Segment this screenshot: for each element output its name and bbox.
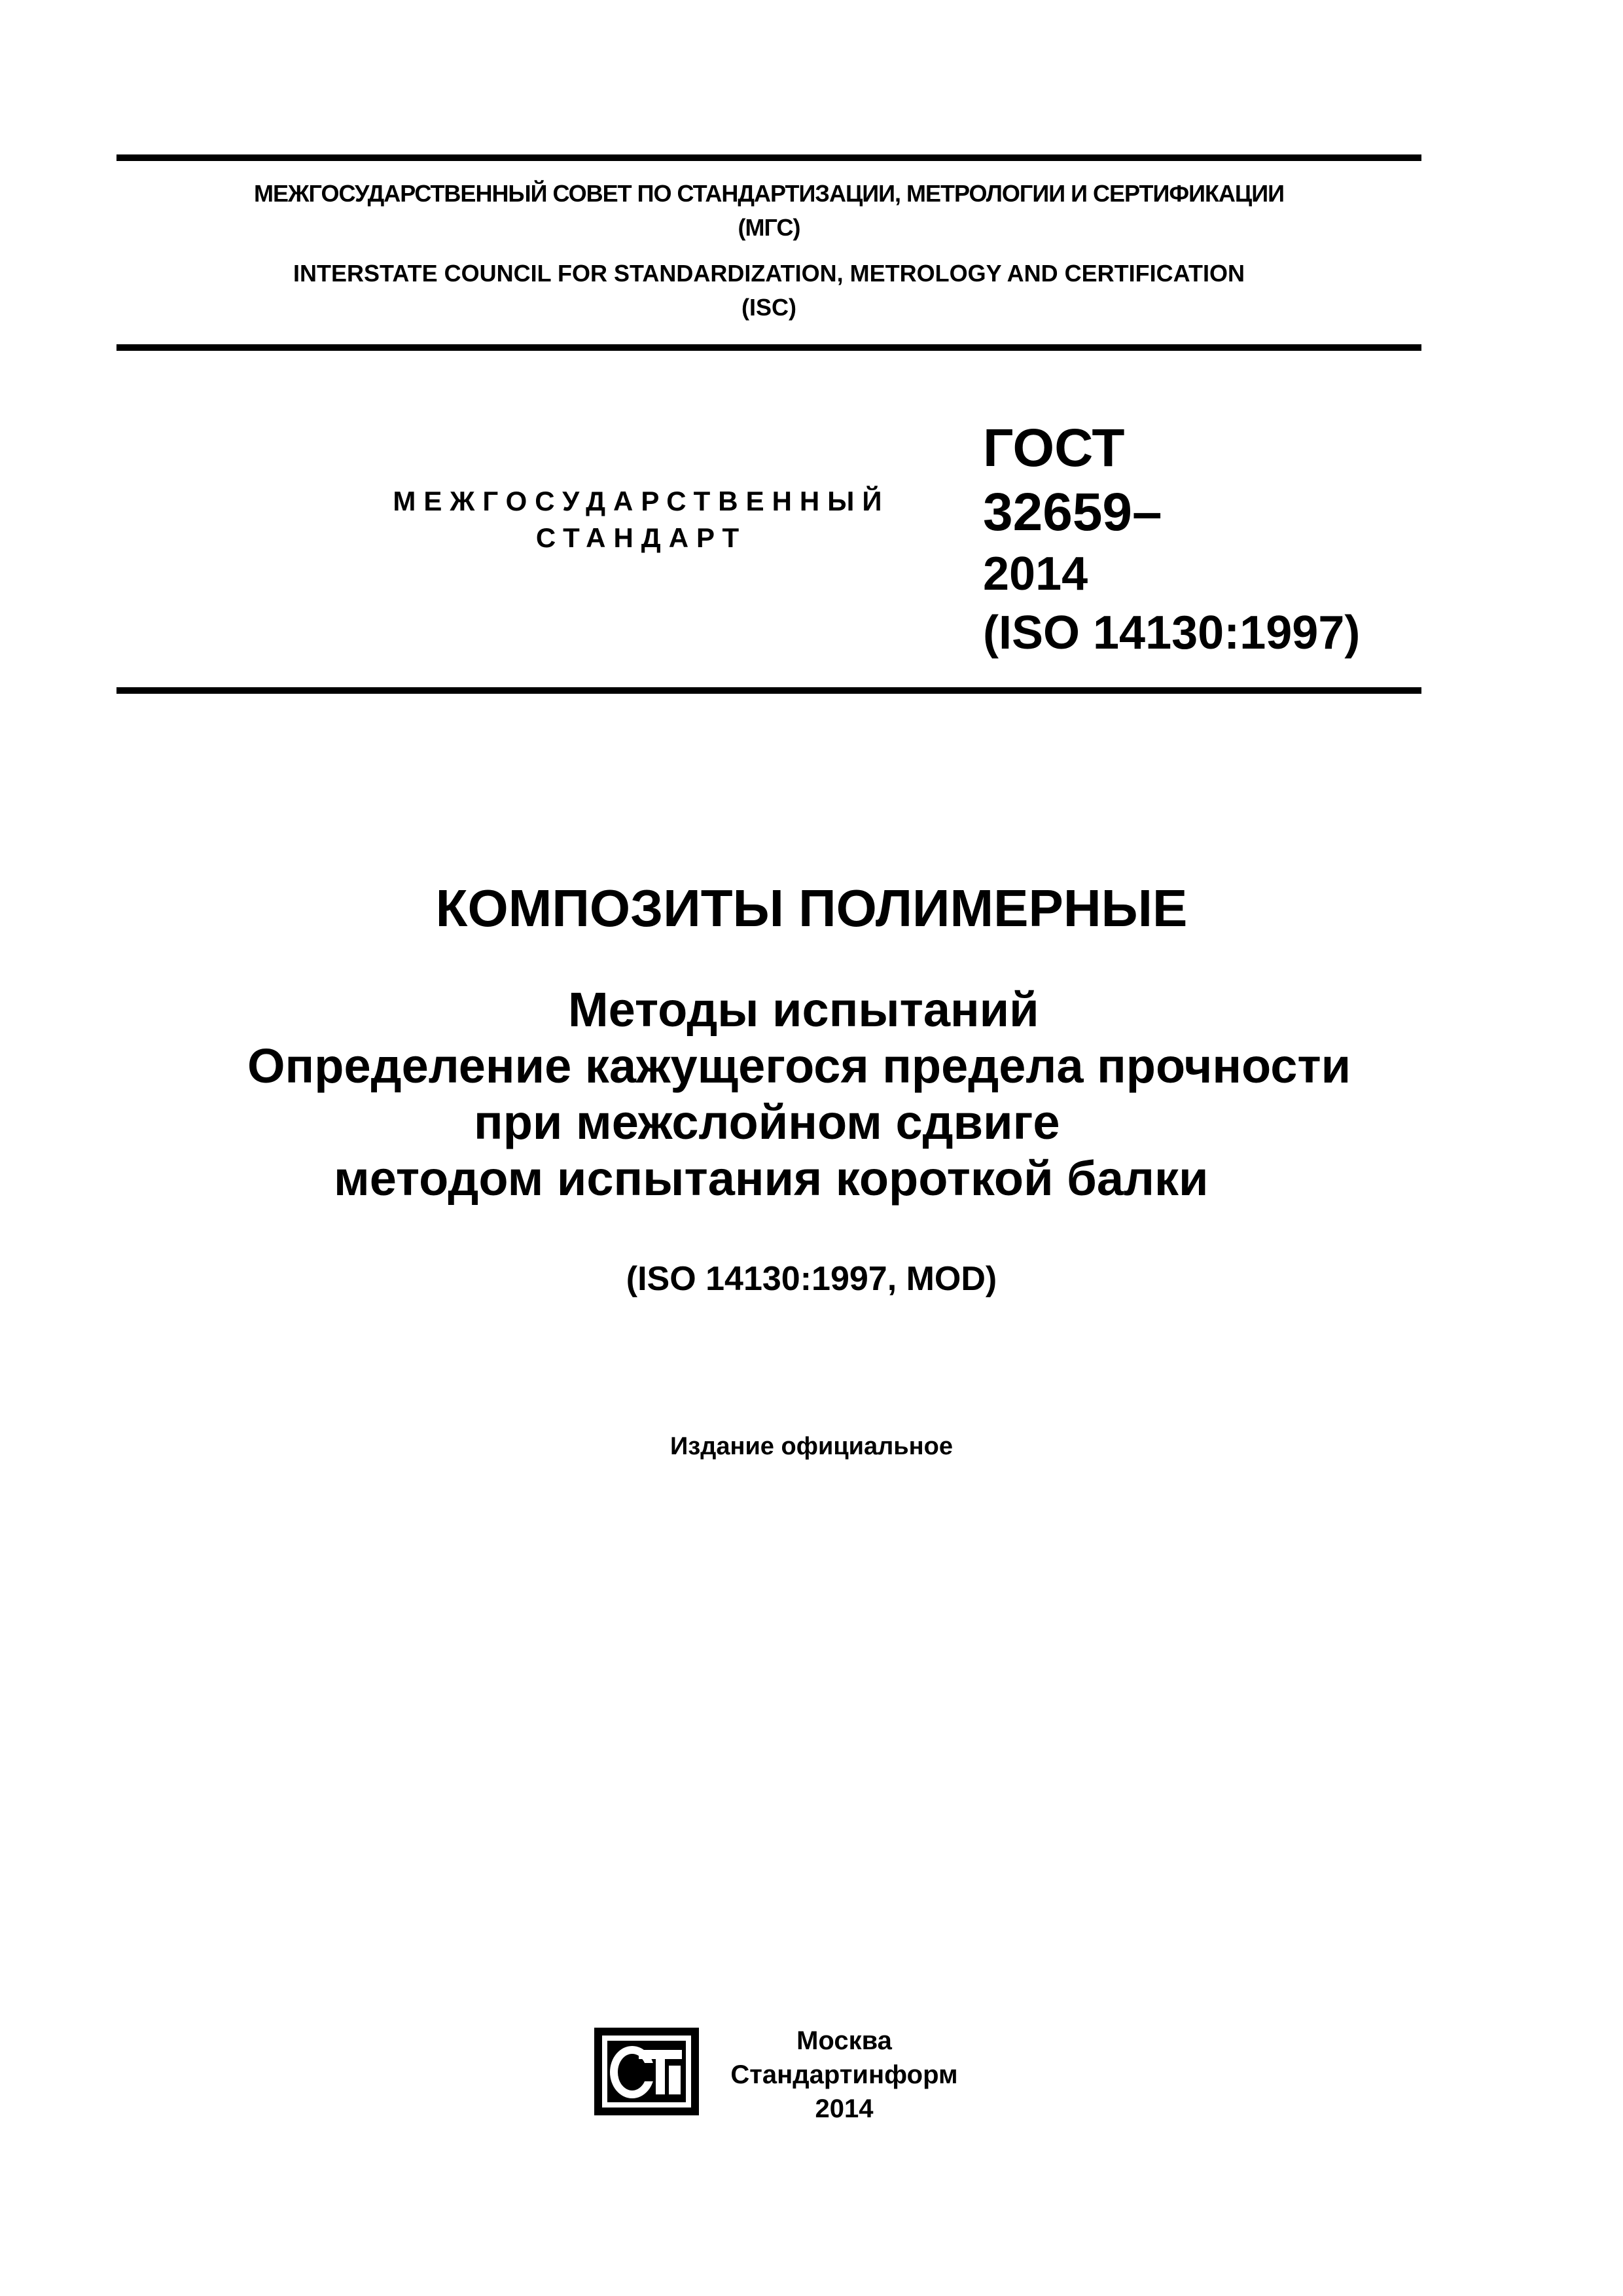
council-name-ru-line1: МЕЖГОСУДАРСТВЕННЫЙ СОВЕТ ПО СТАНДАРТИЗАЦИИ, МЕТРОЛОГИИ И СЕРТИФИКАЦИИ xyxy=(254,180,1284,207)
header-bottom-rule xyxy=(116,344,1421,351)
council-name-ru xyxy=(116,177,1421,245)
publisher-block xyxy=(726,2024,962,2126)
edition-label: Издание официальное xyxy=(670,1433,953,1460)
gost-number: 32659– xyxy=(983,482,1162,542)
designation-bottom-rule xyxy=(116,687,1421,694)
publisher-year: 2014 xyxy=(815,2094,874,2123)
iso-modification: (ISO 14130:1997, MOD) xyxy=(626,1260,997,1298)
standartinform-logo-icon xyxy=(593,2026,700,2117)
subtitle-line4: методом испытания короткой балки xyxy=(334,1151,1209,1206)
standard-kind-line2: СТАНДАРТ xyxy=(535,522,747,553)
council-name-en-line1: INTERSTATE COUNCIL FOR STANDARDIZATION, METROLOGY AND CERTIFICATION xyxy=(293,260,1245,287)
document-title: КОМПОЗИТЫ ПОЛИМЕРНЫЕ xyxy=(435,879,1188,937)
council-abbr-ru: (МГС) xyxy=(738,214,800,241)
gost-label: ГОСТ xyxy=(983,418,1125,478)
gost-year: 2014 xyxy=(983,548,1088,600)
subtitle-line2: Определение кажущегося предела прочности xyxy=(247,1039,1351,1093)
publisher-city: Москва xyxy=(796,2026,892,2055)
top-rule xyxy=(116,154,1421,161)
subtitle-line3: при межслойном сдвиге xyxy=(474,1095,1060,1149)
council-abbr-en: (ISC) xyxy=(741,294,796,321)
publisher-name: Стандартинформ xyxy=(730,2060,958,2089)
standard-kind xyxy=(366,483,916,556)
gost-designation xyxy=(983,416,1360,662)
council-name-en xyxy=(116,257,1421,325)
subtitle-line1: Методы испытаний xyxy=(568,982,1039,1037)
gost-iso-ref: (ISO 14130:1997) xyxy=(983,607,1361,659)
standard-kind-line1: МЕЖГОСУДАРСТВЕННЫЙ xyxy=(393,486,890,516)
